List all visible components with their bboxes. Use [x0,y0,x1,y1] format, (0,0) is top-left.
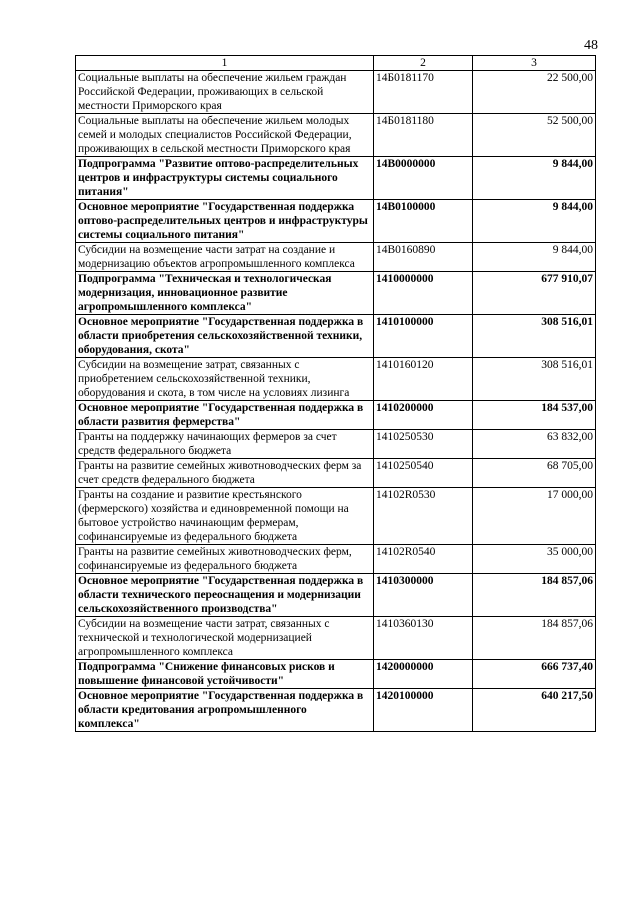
row-name: Основное мероприятие "Государственная поддержка в области кредитования агропромышленного комплекса" [76,689,374,732]
row-name: Основное мероприятие "Государственная поддержка в области приобретения сельскохозяйственной техники, оборудования, скота" [76,315,374,358]
row-code: 1410160120 [374,358,473,401]
table-row [76,617,596,660]
table-row [76,574,596,617]
row-name: Субсидии на возмещение части затрат на создание и модернизацию объектов агропромышленного комплекса [76,243,374,272]
row-amount: 63 832,00 [473,430,596,459]
row-code: 1420100000 [374,689,473,732]
table-row [76,430,596,459]
row-name: Основное мероприятие "Государственная поддержка оптово-распределительных центров и инфраструктуры системы социального питания" [76,200,374,243]
row-name: Основное мероприятие "Государственная поддержка в области технического переоснащения и модернизации сельскохозяйственного производства" [76,574,374,617]
row-code: 14102R0530 [374,488,473,545]
row-code: 1410300000 [374,574,473,617]
table-row [76,488,596,545]
table-row [76,315,596,358]
row-amount: 68 705,00 [473,459,596,488]
row-code: 1410200000 [374,401,473,430]
row-amount: 9 844,00 [473,243,596,272]
row-amount: 308 516,01 [473,358,596,401]
row-name: Гранты на развитие семейных животноводческих ферм, софинансируемые из федерального бюджета [76,545,374,574]
row-code: 1410250530 [374,430,473,459]
row-name: Гранты на поддержку начинающих фермеров за счет средств федерального бюджета [76,430,374,459]
row-code: 14Б0181170 [374,71,473,114]
table-row [76,114,596,157]
row-name: Подпрограмма "Развитие оптово-распределительных центров и инфраструктуры системы социального питания" [76,157,374,200]
row-amount: 666 737,40 [473,660,596,689]
table-row [76,272,596,315]
row-code: 1410100000 [374,315,473,358]
row-name: Гранты на создание и развитие крестьянского (фермерского) хозяйства и единовременной помощи на бытовое устройство начинающим фермерам, софинансируемые из федерального бюджета [76,488,374,545]
row-code: 1410360130 [374,617,473,660]
header-row [76,56,596,71]
row-code: 1410000000 [374,272,473,315]
row-name: Социальные выплаты на обеспечение жильем граждан Российской Федерации, проживающих в сельской местности Приморского края [76,71,374,114]
table-row [76,689,596,732]
row-amount: 22 500,00 [473,71,596,114]
row-code: 14В0000000 [374,157,473,200]
row-code: 14Б0181180 [374,114,473,157]
page-number: 48 [584,38,598,53]
row-name: Субсидии на возмещение затрат, связанных с приобретением сельскохозяйственной техники, оборудования и скота, в том числе на условиях лизинга [76,358,374,401]
row-name: Подпрограмма "Снижение финансовых рисков и повышение финансовой устойчивости" [76,660,374,689]
row-name: Социальные выплаты на обеспечение жильем молодых семей и молодых специалистов Российской Федерации, проживающих в сельской местности Приморского края [76,114,374,157]
row-amount: 9 844,00 [473,157,596,200]
row-amount: 9 844,00 [473,200,596,243]
row-amount: 17 000,00 [473,488,596,545]
table-row [76,545,596,574]
row-code: 1410250540 [374,459,473,488]
column-header-2: 2 [374,56,473,71]
column-header-3: 3 [473,56,596,71]
row-amount: 640 217,50 [473,689,596,732]
table-row [76,71,596,114]
row-amount: 184 537,00 [473,401,596,430]
row-amount: 52 500,00 [473,114,596,157]
table-row [76,358,596,401]
row-amount: 35 000,00 [473,545,596,574]
table-row [76,243,596,272]
row-name: Основное мероприятие "Государственная поддержка в области развития фермерства" [76,401,374,430]
row-name: Гранты на развитие семейных животноводческих ферм за счет средств федерального бюджета [76,459,374,488]
row-amount: 677 910,07 [473,272,596,315]
table-row [76,660,596,689]
table-row [76,459,596,488]
row-amount: 308 516,01 [473,315,596,358]
row-code: 14В0100000 [374,200,473,243]
table-row [76,401,596,430]
column-header-1: 1 [76,56,374,71]
table-row [76,157,596,200]
row-code: 14102R0540 [374,545,473,574]
table-row [76,200,596,243]
row-amount: 184 857,06 [473,617,596,660]
row-name: Подпрограмма "Техническая и технологическая модернизация, инновационное развитие агропромышленного комплекса" [76,272,374,315]
row-amount: 184 857,06 [473,574,596,617]
row-name: Субсидии на возмещение части затрат, связанных с технической и технологической модернизацией агропромышленного комплекса [76,617,374,660]
row-code: 1420000000 [374,660,473,689]
budget-table [75,55,596,732]
row-code: 14В0160890 [374,243,473,272]
table-body [76,71,596,732]
